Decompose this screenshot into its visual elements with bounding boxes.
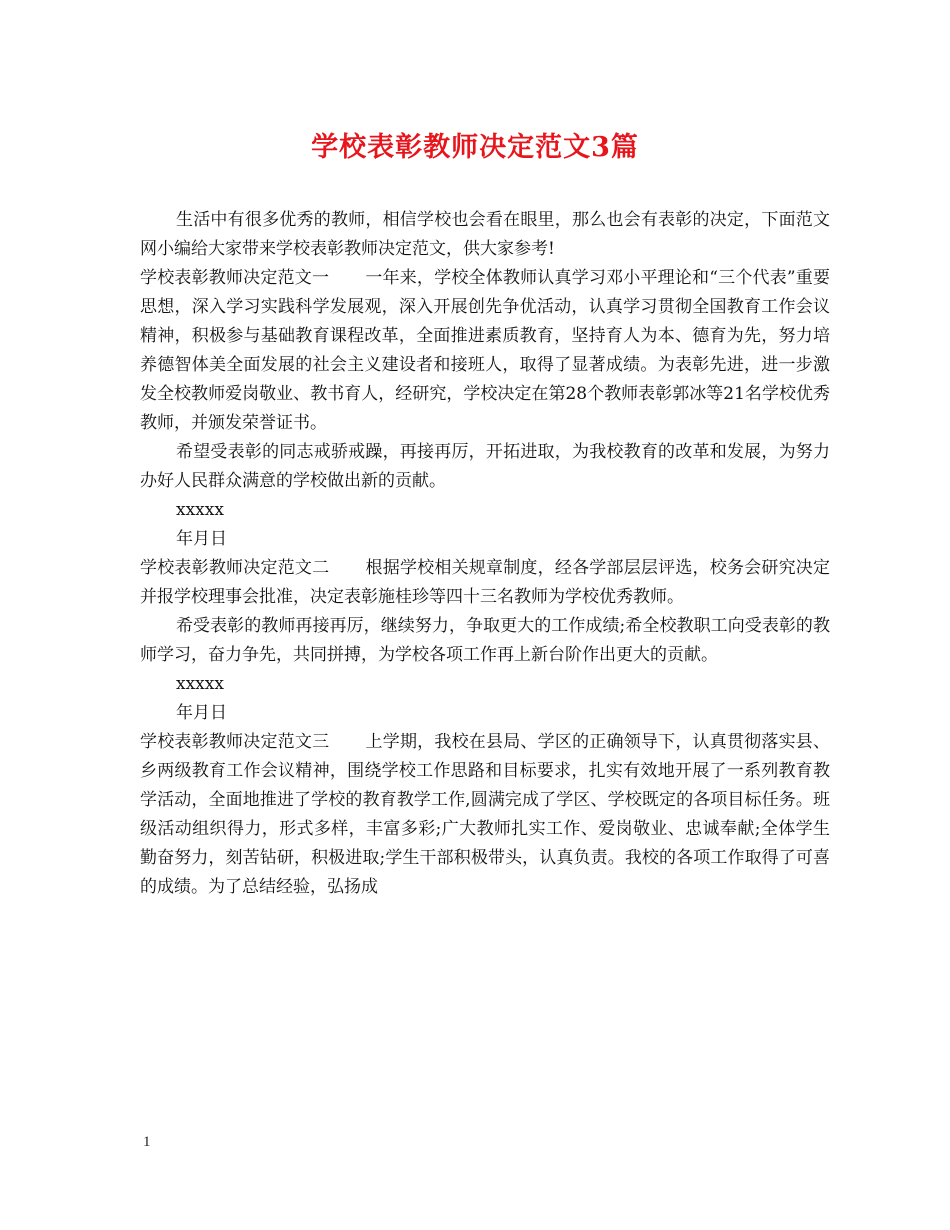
section-2-signature: xxxxx <box>176 674 224 694</box>
section-1-paragraph <box>140 264 830 438</box>
section-1-hope: 希望受表彰的同志戒骄戒躁，再接再厉，开拓进取，为我校教育的改革和发展，为努力办好人民群众满意的学校做出新的贡献。 <box>140 442 830 491</box>
section-2-date: 年月日 <box>176 703 227 723</box>
section-3-paragraph <box>140 728 830 902</box>
section-3-body: 上学期，我校在县局、学区的正确领导下，认真贯彻落实县、乡两级教育工作会议精神，围绕学校工作思路和目标要求，扎实有效地开展了一系列教育教学活动，全面地推进了学校的教育教学工作,圆满完成了学区、学校既定的各项目标任务。班级活动组织得力，形式多样，丰富多彩;广大教师扎实工作、爱岗敬业、忠诚奉献;全体学生勤奋努力，刻苦钻研，积极进取;学生干部积极带头，认真负责。我校的各项工作取得了可喜的成绩。为了总结经验，弘扬成 <box>140 732 831 897</box>
section-2-body: 根据学校相关规章制度，经各学部层层评选，校务会研究决定并报学校理事会批准，决定表彰施桂珍等四十三名教师为学校优秀教师。 <box>140 558 831 607</box>
section-2-heading: 学校表彰教师决定范文二 <box>140 558 330 578</box>
document-title: 学校表彰教师决定范文3篇 <box>311 132 639 163</box>
section-2-hope: 希受表彰的教师再接再厉，继续努力，争取更大的工作成绩;希全校教职工向受表彰的教师学习，奋力争先，共同拼搏，为学校各项工作再上新台阶作出更大的贡献。 <box>140 616 830 665</box>
section-1-body: 一年来，学校全体教师认真学习邓小平理论和“三个代表”重要思想，深入学习实践科学发展观，深入开展创先争优活动，认真学习贯彻全国教育工作会议精神，积极参与基础教育课程改革，全面推进素质教育，坚持育人为本、德育为先，努力培养德智体美全面发展的社会主义建设者和接班人，取得了显著成绩。为表彰先进，进一步激发全校教师爱岗敬业、教书育人，经研究，学校决定在第28个教师表彰郭冰等21名学校优秀教师，并颁发荣誉证书。 <box>140 268 831 433</box>
intro-paragraph: 生活中有很多优秀的教师，相信学校也会看在眼里，那么也会有表彰的决定，下面范文网小编给大家带来学校表彰教师决定范文，供大家参考! <box>140 210 830 259</box>
section-1-date: 年月日 <box>176 529 227 549</box>
section-2-paragraph <box>140 554 830 612</box>
document-body <box>140 206 830 902</box>
section-1-heading: 学校表彰教师决定范文一 <box>140 268 330 288</box>
page-number: 1 <box>143 1134 151 1150</box>
section-3-heading: 学校表彰教师决定范文三 <box>140 732 330 752</box>
section-1-signature: xxxxx <box>176 500 224 520</box>
